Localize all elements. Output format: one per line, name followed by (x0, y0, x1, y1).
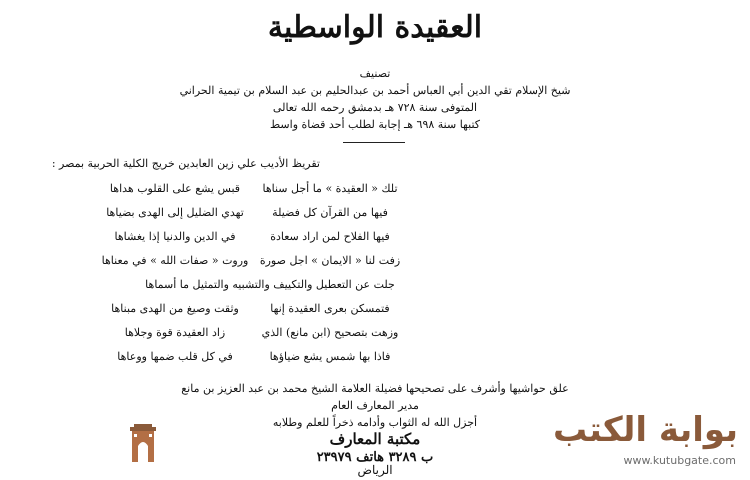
verse-first-hemistich: فيها الفلاح لمن اراد سعادة (270, 230, 390, 243)
poem-verse (0, 252, 750, 270)
poem-verse-full (0, 276, 750, 294)
death-line: المتوفى سنة ٧٢٨ هـ بدمشق رحمه الله تعالى (272, 101, 478, 114)
poem-verse (0, 180, 750, 198)
poem-verse (0, 324, 750, 342)
author-line: شيخ الإسلام تقي الدين أبي العباس أحمد بن عبدالحليم بن عبد السلام بن تيمية الحراني (179, 84, 571, 97)
director-line: مدير المعارف العام (331, 399, 419, 412)
verse-first-hemistich: فيها من القرآن كل فضيلة (272, 206, 388, 219)
verse-first-hemistich: زفت لنا « الايمان » اجل صورة (259, 254, 401, 267)
prayer-line: أجزل الله له الثواب وأدامه ذخراً للعلم وطلابه (272, 416, 478, 429)
verse-full-line: جلت عن التعطيل والتكييف والتشبيه والتمثيل ما أسماها (145, 278, 395, 291)
poem-verse (0, 204, 750, 222)
verse-first-hemistich: تلك « العقيدة » ما أجل سناها (262, 182, 398, 195)
taqrith-heading: تقريظ الأديب علي زين العابدين خريج الكلية الحربية بمصر : (51, 157, 320, 170)
tasnif-label: تصنيف (359, 67, 391, 80)
poem-verse (0, 228, 750, 246)
written-line: كتبها سنة ٦٩٨ هـ إجابة لطلب أحد قضاة واسط (269, 118, 481, 131)
verse-second-hemistich: تهدي الضليل إلى الهدى بضياها (106, 206, 244, 219)
poem-verse (0, 348, 750, 366)
watermark-url: www.kutubgate.com (623, 454, 736, 467)
verse-second-hemistich: وروت « صفات الله » في معناها (101, 254, 249, 267)
verse-second-hemistich: قبس يشع على القلوب هداها (109, 182, 241, 195)
site-watermark (552, 408, 738, 474)
verse-second-hemistich: في كل قلب ضمها ووعاها (117, 350, 233, 363)
verse-first-hemistich: وزهت بتصحيح (ابن مانع) الذي (261, 326, 399, 339)
verse-second-hemistich: في الدين والدنيا إذا يغشاها (114, 230, 236, 243)
verse-first-hemistich: فاذا بها شمس يشع ضياؤها (269, 350, 391, 363)
watermark-text: بوابة الكتب (552, 410, 738, 450)
verse-first-hemistich: فتمسكن بعرى العقيدة إنها (270, 302, 390, 315)
publisher-name: مكتبة المعارف (329, 430, 421, 448)
gate-icon (130, 424, 156, 464)
publisher-phones: ب ٣٢٨٩ هاتف ٢٣٩٧٩ (316, 450, 434, 465)
review-line: علق حواشيها وأشرف على تصحيحها فضيلة العلامة الشيخ محمد بن عبد العزيز بن مانع (181, 382, 569, 395)
verse-second-hemistich: زاد العقيدة قوة وجلاها (124, 326, 226, 339)
divider (343, 142, 405, 143)
publisher-city: الرياض (357, 463, 393, 477)
verse-second-hemistich: وثقت وصيغ من الهدى مبناها (111, 302, 239, 315)
book-title: العقيدة الواسطية (267, 10, 483, 45)
poem-verse (0, 300, 750, 318)
